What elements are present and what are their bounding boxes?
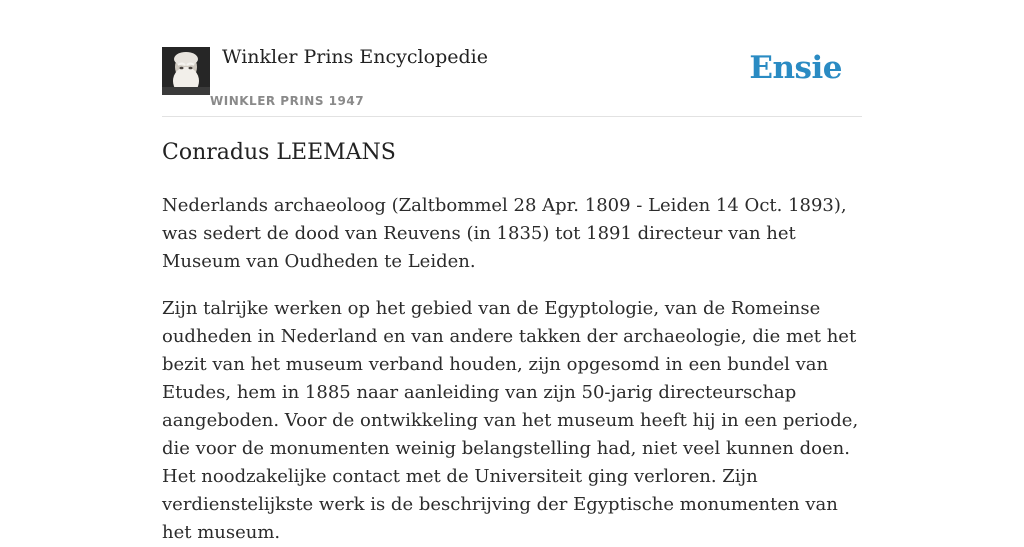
article-title: Conradus LEEMANS	[162, 140, 396, 165]
bearded-man-portrait-icon	[162, 47, 210, 95]
article-paragraph: Zijn talrijke werken op het gebied van de Egyptologie, van de Romeinse oudheden in Nederland en van andere takken der archaeologie, die met het bezit van het museum verband houden, zijn opgesomd in een bundel van Etudes, hem in 1885 naar aanleiding van zijn 50-jarig directeurschap aangeboden. Voor de ontwikkeling van het museum heeft hij in een periode, die voor de monumenten weinig belangstelling had, niet veel kunnen doen. Het noodzakelijke contact met de Universiteit ging verloren. Zijn verdienstelijkste werk is de beschrijving der Egyptische monumenten van het museum.	[162, 298, 859, 543]
author-avatar[interactable]	[162, 47, 210, 95]
source-title-link[interactable]: Winkler Prins Encyclopedie	[222, 46, 488, 68]
article-paragraph: Nederlands archaeoloog (Zaltbommel 28 Apr. 1809 - Leiden 14 Oct. 1893), was sedert de dood van Reuvens (in 1835) tot 1891 directeur van het Museum van Oudheden te Leiden.	[162, 195, 847, 272]
page	[162, 0, 862, 543]
ensie-logo-link[interactable]: Ensie	[749, 50, 842, 86]
source-header	[162, 0, 862, 117]
source-edition-label: WINKLER PRINS 1947	[210, 94, 365, 108]
